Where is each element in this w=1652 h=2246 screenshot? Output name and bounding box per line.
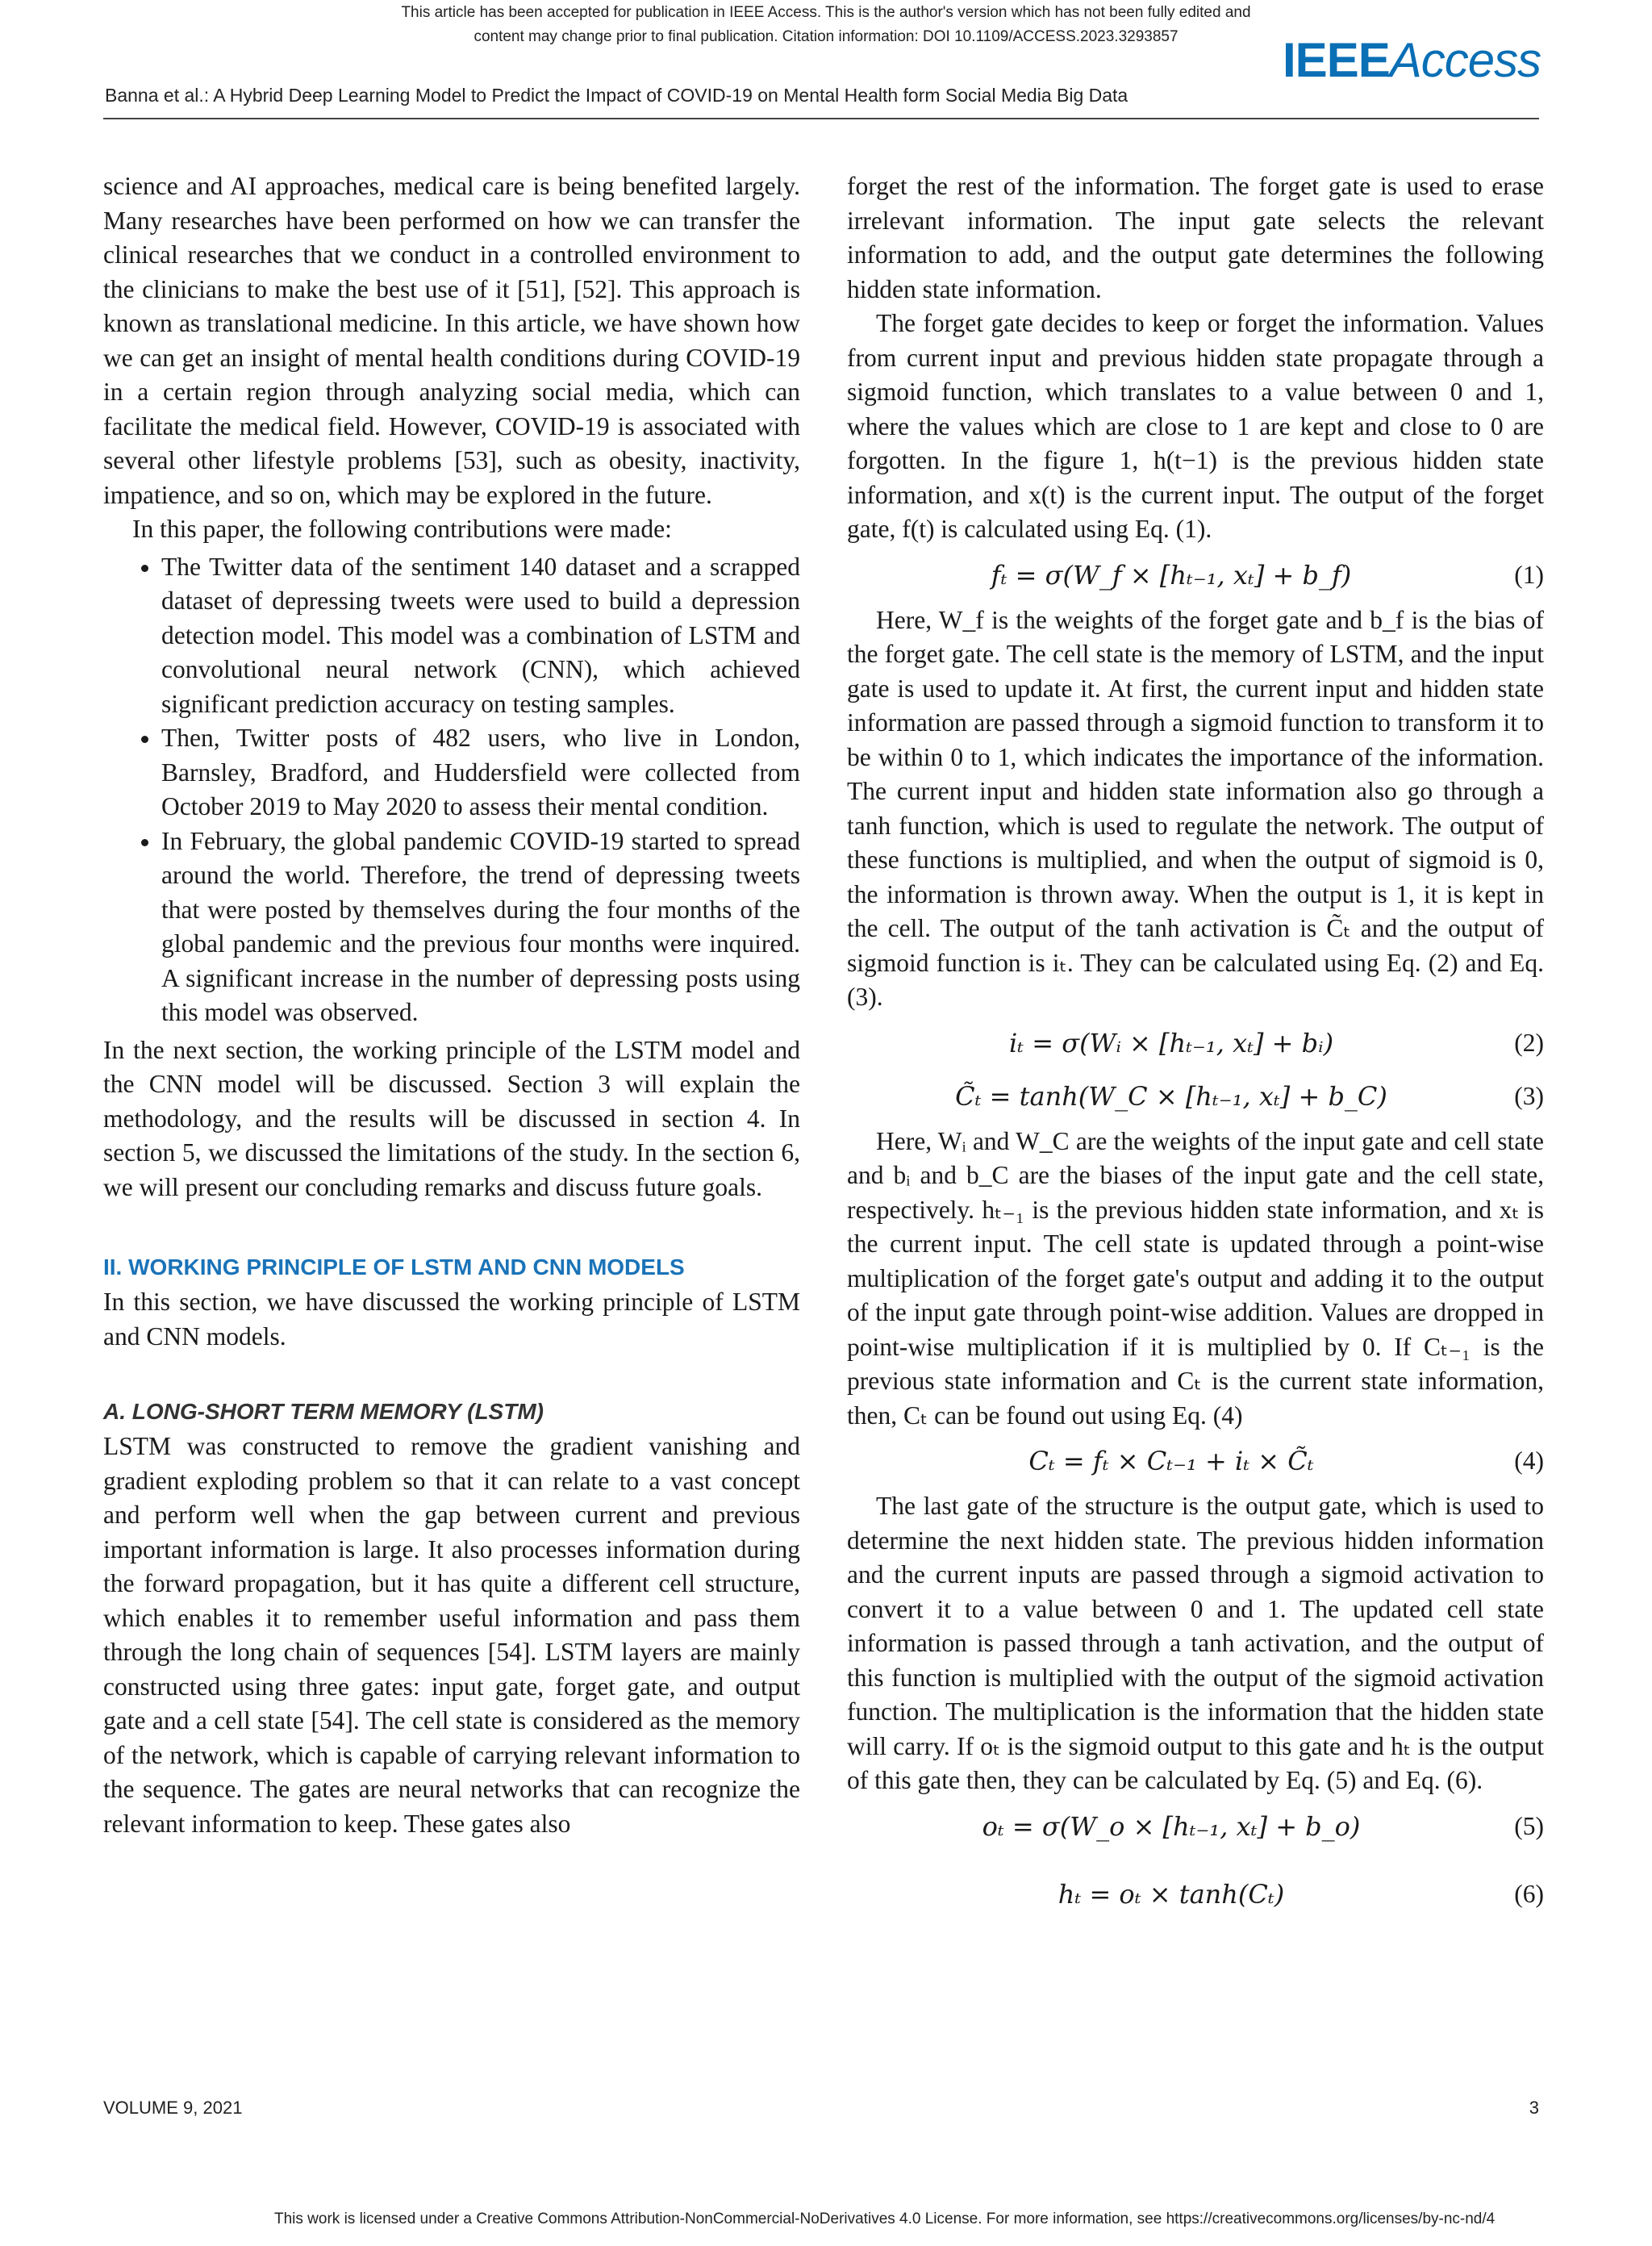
equation-1: fₜ = σ(W_f × [hₜ₋₁, xₜ] + b_f) (1) bbox=[991, 559, 1544, 591]
right-column bbox=[847, 169, 1544, 1922]
list-item: • Then, Twitter posts of 482 users, who live in London, Barnsley, Bradford, and Huddersfield were collected from October 2019 to May 2020 to assess their mental condition. bbox=[161, 721, 800, 825]
input-gate-paragraph: Here, W_f is the weights of the forget gate and b_f is the bias of the forget gate. The cell state is the memory of LSTM, and the input gate is used to update it. At first, the current input and hidden state information are passed through a sigmoid function to transform it to be within 0 to 1, which indicates the importance of the information. The current input and hidden state information also go through a tanh function, which is used to regulate the network. The output of these functions is multiplied, and when the output of sigmoid is 0, the information is thrown away. When the output is 1, it is kept in the cell. The output of the tanh activation is C̃ₜ and the output of sigmoid function is iₜ. They can be calculated using Eq. (2) and Eq. (3). bbox=[847, 605, 1544, 1011]
equation-5: oₜ = σ(W_o × [hₜ₋₁, xₜ] + b_o) (5) bbox=[982, 1810, 1544, 1842]
cell-state-paragraph: Here, Wᵢ and W_C are the weights of the input gate and cell state and bᵢ and b_C are the biases of the input gate and the cell state, respectively. hₜ₋₁ is the previous hidden state information, and xₜ is the current input. The cell state is updated through a point-wise multiplication of the forget gate's output and adding it to the output of the input gate through point-wise addition. Values are dropped in point-wise multiplication if it is multiplied by 0. If Cₜ₋₁ is the previous state information and Cₜ is the current state information, then, Cₜ can be found out using Eq. (4) bbox=[847, 1126, 1544, 1430]
outline-paragraph: In the next section, the working principle of the LSTM model and the CNN model will be discussed. Section 3 will explain the methodology, and the results will be discussed in section 4. In section 5, we discussed the limitations of the study. In the section 6, we will present our concluding remarks and discuss future goals. bbox=[103, 1035, 800, 1201]
license-notice: This work is licensed under a Creative Commons Attribution-NonCommercial-NoDerivatives 4.0 License. For more information, see https://creativecommons.org/licenses/by-nc-nd/4 bbox=[274, 2211, 1496, 2227]
left-column bbox=[103, 169, 800, 1841]
ieee-access-logo: IEEEAccess bbox=[1283, 33, 1541, 87]
list-item: • The Twitter data of the sentiment 140 dataset and a scrapped dataset of depressing tweets were used to build a depression detection model. This model was a combination of LSTM and convolutional neural network (CNN), which achieved significant prediction accuracy on testing samples. bbox=[161, 550, 800, 722]
list-item: • In February, the global pandemic COVID-19 started to spread around the world. Therefore, the trend of depressing tweets that were posted by themselves during the four months of the global pandemic and the previous four months were inquired. A significant increase in the number of depressing posts using this model was observed. bbox=[161, 825, 800, 1030]
gates-paragraph: forget the rest of the information. The forget gate is used to erase irrelevant information. The input gate selects the relevant information to add, and the output gate determines the following hidden state information. bbox=[847, 172, 1544, 303]
equation-3: C̃ₜ = tanh(W_C × [hₜ₋₁, xₜ] + b_C) (3) bbox=[955, 1080, 1544, 1112]
running-head: Banna et al.: A Hybrid Deep Learning Model to Predict the Impact of COVID-19 on Mental Health form Social Media Big Data bbox=[105, 85, 1128, 106]
header-divider bbox=[103, 118, 1539, 119]
equation-4: Cₜ = fₜ × Cₜ₋₁ + iₜ × C̃ₜ (4) bbox=[1028, 1446, 1544, 1476]
contributions-list bbox=[103, 550, 800, 1030]
publication-notice-line1: This article has been accepted for publication in IEEE Access. This is the author's version which has not been fully edited and bbox=[401, 4, 1251, 21]
forget-gate-paragraph: The forget gate decides to keep or forget the information. Values from current input and previous hidden state propagate through a sigmoid function, which translates to a value between 0 and 1, where the values which are close to 1 are kept and close to 0 are forgotten. In the figure 1, h(t−1) is the previous hidden state information, and x(t) is the current input. The output of the forget gate, f(t) is calculated using Eq. (1). bbox=[847, 309, 1544, 543]
section-intro: In this section, we have discussed the working principle of LSTM and CNN models. bbox=[103, 1288, 800, 1351]
equation-2: iₜ = σ(Wᵢ × [hₜ₋₁, xₜ] + bᵢ) (2) bbox=[1008, 1027, 1544, 1058]
contributions-intro: In this paper, the following contributions were made: bbox=[132, 515, 672, 543]
intro-paragraph: science and AI approaches, medical care is being benefited largely. Many researches have been performed on how we can transfer the clinical researches that we conduct in a controlled environment to the clinicians to make the best use of it [51], [52]. This approach is known as translational medicine. In this article, we have shown how we can get an insight of mental health conditions during COVID-19 in a certain region through analyzing social media, which can facilitate the medical field. However, COVID-19 is associated with several other lifestyle problems [53], such as obesity, inactivity, impatience, and so on, which may be explored in the future. bbox=[103, 172, 800, 509]
output-gate-paragraph: The last gate of the structure is the output gate, which is used to determine the next hidden state. The previous hidden information and the current inputs are passed through a sigmoid activation to convert it to a value between 0 and 1. The updated cell state information is passed through a tanh activation, and the output of this function is multiplied with the output of the sigmoid activation function. The multiplication is the information that the hidden state will carry. If oₜ is the sigmoid output to this gate and hₜ is the output of this gate then, they can be calculated by Eq. (5) and Eq. (6). bbox=[847, 1492, 1544, 1794]
page-number: 3 bbox=[1529, 2098, 1539, 2118]
section-heading: II. WORKING PRINCIPLE OF LSTM AND CNN MODELS bbox=[103, 1255, 685, 1280]
equation-6: hₜ = oₜ × tanh(Cₜ) (6) bbox=[1058, 1878, 1544, 1910]
subsection-heading: A. LONG-SHORT TERM MEMORY (LSTM) bbox=[103, 1399, 544, 1424]
volume-label: VOLUME 9, 2021 bbox=[103, 2098, 243, 2118]
lstm-paragraph: LSTM was constructed to remove the gradient vanishing and gradient exploding problem so that it can relate to a vast concept and perform well when the gap between current and previous important information is large. It also processes information during the forward propagation, but it has quite a different cell structure, which enables it to remember useful information and pass them through the long chain of sequences [54]. LSTM layers are mainly constructed using three gates: input gate, forget gate, and output gate and a cell state [54]. The cell state is considered as the memory of the network, which is capable of carrying relevant information to the sequence. The gates are neural networks that can recognize the relevant information to keep. These gates also bbox=[103, 1432, 800, 1838]
publication-notice-line2: content may change prior to final publication. Citation information: DOI 10.1109/ACCESS.2023.3293857 bbox=[473, 28, 1179, 45]
